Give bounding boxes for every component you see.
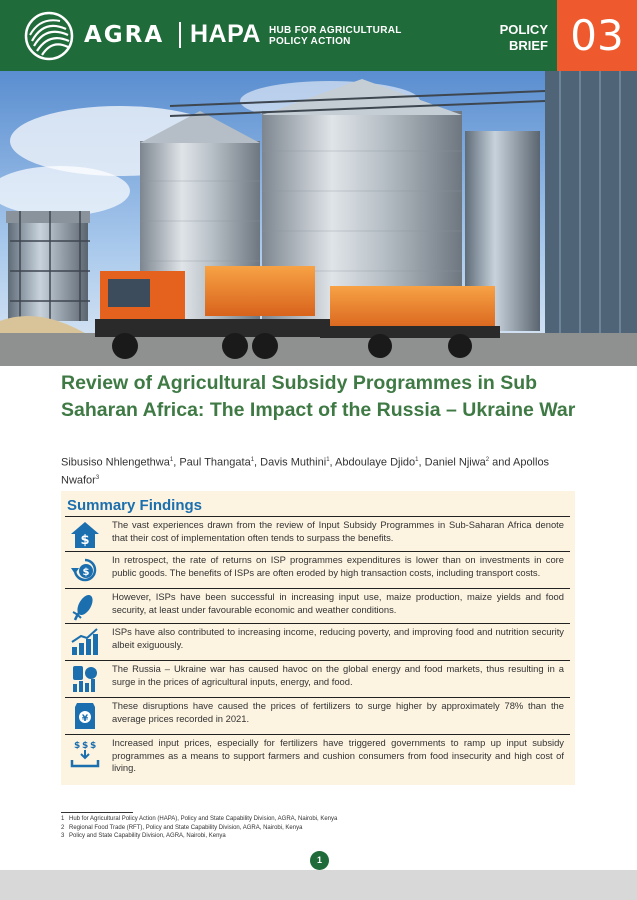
author-name: Davis Muthini xyxy=(260,456,327,469)
footnote xyxy=(61,815,561,824)
fertilizer-bag-icon xyxy=(69,701,101,731)
author-name: Paul Thangata xyxy=(179,456,251,469)
author-affiliation: 1 xyxy=(169,457,174,463)
footnote xyxy=(61,832,561,841)
doc-type-line-1: POLICY xyxy=(499,22,548,37)
maize-icon xyxy=(69,592,101,622)
page-number-badge: 1 xyxy=(310,851,329,870)
finding-item xyxy=(65,734,570,782)
growth-chart-icon xyxy=(69,627,101,657)
svg-text:$: $ xyxy=(90,741,97,751)
program-full-name xyxy=(269,25,402,47)
author-name: Apollos Nwafor xyxy=(61,456,550,487)
consumer-support-icon xyxy=(69,738,101,768)
finding-text: In retrospect, the rate of returns on ISP programmes expenditures is lower than on investments in core public goods. The benefits of ISPs are often eroded by high transaction costs, including transport costs. xyxy=(112,554,564,578)
footnote-rule xyxy=(61,812,133,813)
author-affiliation: 1 xyxy=(326,457,330,463)
finding-item xyxy=(65,697,570,734)
footnote-number: 1 xyxy=(61,816,65,822)
summary-heading: Summary Findings xyxy=(67,497,203,514)
finding-text: ISPs have also contributed to increasing income, reducing poverty, and improving food and nutrition security albeit exiguously. xyxy=(112,626,564,650)
doc-type-label xyxy=(488,22,548,54)
author-affiliation: 2 xyxy=(485,457,490,463)
svg-text:$: $ xyxy=(82,567,90,578)
svg-text:$: $ xyxy=(74,741,81,751)
finding-item xyxy=(65,551,570,588)
author-affiliation: 3 xyxy=(95,474,100,481)
finding-item xyxy=(65,516,570,551)
finding-text: The vast experiences drawn from the review of Input Subsidy Programmes in Sub-Saharan Africa denote that their cost of implementation often tends to surpass the benefits. xyxy=(112,519,564,543)
svg-text:$: $ xyxy=(80,533,90,548)
svg-text:¥: ¥ xyxy=(81,714,89,724)
hero-silos-trucks-image xyxy=(0,71,637,366)
author-list: Sibusiso Nhlengethwa$^1$, Paul Thangata$^1$, Davis Muthini$^1$, Abdoulaye Djido$^1$, Daniel Njiwa$^2$ and Apollos Nwafor$^3$ xyxy=(61,456,550,487)
header-bar xyxy=(0,0,637,71)
finding-item xyxy=(65,588,570,623)
energy-market-icon xyxy=(69,664,101,694)
finding-text: The Russia – Ukraine war has caused havoc on the global energy and food markets, thus resulting in a surge in the prices of agricultural inputs, energy, and food. xyxy=(112,663,564,687)
author-affiliation: 1 xyxy=(250,457,255,463)
program-full-line-2: POLICY ACTION xyxy=(269,36,351,47)
footnotes xyxy=(61,815,561,841)
finding-item xyxy=(65,623,570,660)
author-name: Abdoulaye Djido xyxy=(335,456,416,469)
author-name: Sibusiso Nhlengethwa xyxy=(61,456,170,469)
dollar-return-icon xyxy=(69,555,101,585)
finding-text: These disruptions have caused the prices of fertilizers to surge higher by approximately 78% than the average prices recorded in 2021. xyxy=(112,700,564,724)
org-name: AGRA xyxy=(84,22,165,48)
agra-logo-icon xyxy=(24,11,74,61)
finding-text: Increased input prices, especially for fertilizers have triggered governments to ramp up input subsidy programmes as a means to support farmers and cushion consumers from food insecurity and high cost of living. xyxy=(112,737,564,773)
author-name: Daniel Njiwa xyxy=(424,456,486,469)
dollar-house-icon xyxy=(69,520,101,550)
brief-title: Review of Agricultural Subsidy Programmes in Sub Saharan Africa: The Impact of the Russia – Ukraine War xyxy=(61,372,576,421)
footnote-text: Policy and State Capability Division, AGRA, Nairobi, Kenya xyxy=(69,833,226,839)
finding-item xyxy=(65,660,570,697)
program-full-line-1: HUB FOR AGRICULTURAL xyxy=(269,25,402,36)
author-affiliation: 1 xyxy=(415,457,419,463)
summary-findings-box xyxy=(61,491,575,785)
doc-type-line-2: BRIEF xyxy=(509,38,548,53)
header-divider xyxy=(179,22,181,48)
footnote-text: Regional Food Trade (RFT), Policy and State Capability Division, AGRA, Nairobi, Kenya xyxy=(69,824,303,831)
finding-text: However, ISPs have been successful in increasing input use, maize production, maize yields and food security, at least under favourable economic and weather conditions. xyxy=(112,591,564,615)
program-name: HAPA xyxy=(190,20,261,48)
brief-number-badge: 03 xyxy=(557,0,637,71)
footnote xyxy=(61,824,561,833)
svg-text:$: $ xyxy=(82,741,89,751)
footnote-number: 3 xyxy=(61,833,65,839)
footnote-text: Hub for Agricultural Policy Action (HAPA), Policy and State Capability Division, AGRA, Nairobi, Kenya xyxy=(69,816,338,822)
footnote-number: 2 xyxy=(61,824,65,831)
page-bottom-bar xyxy=(0,870,637,900)
